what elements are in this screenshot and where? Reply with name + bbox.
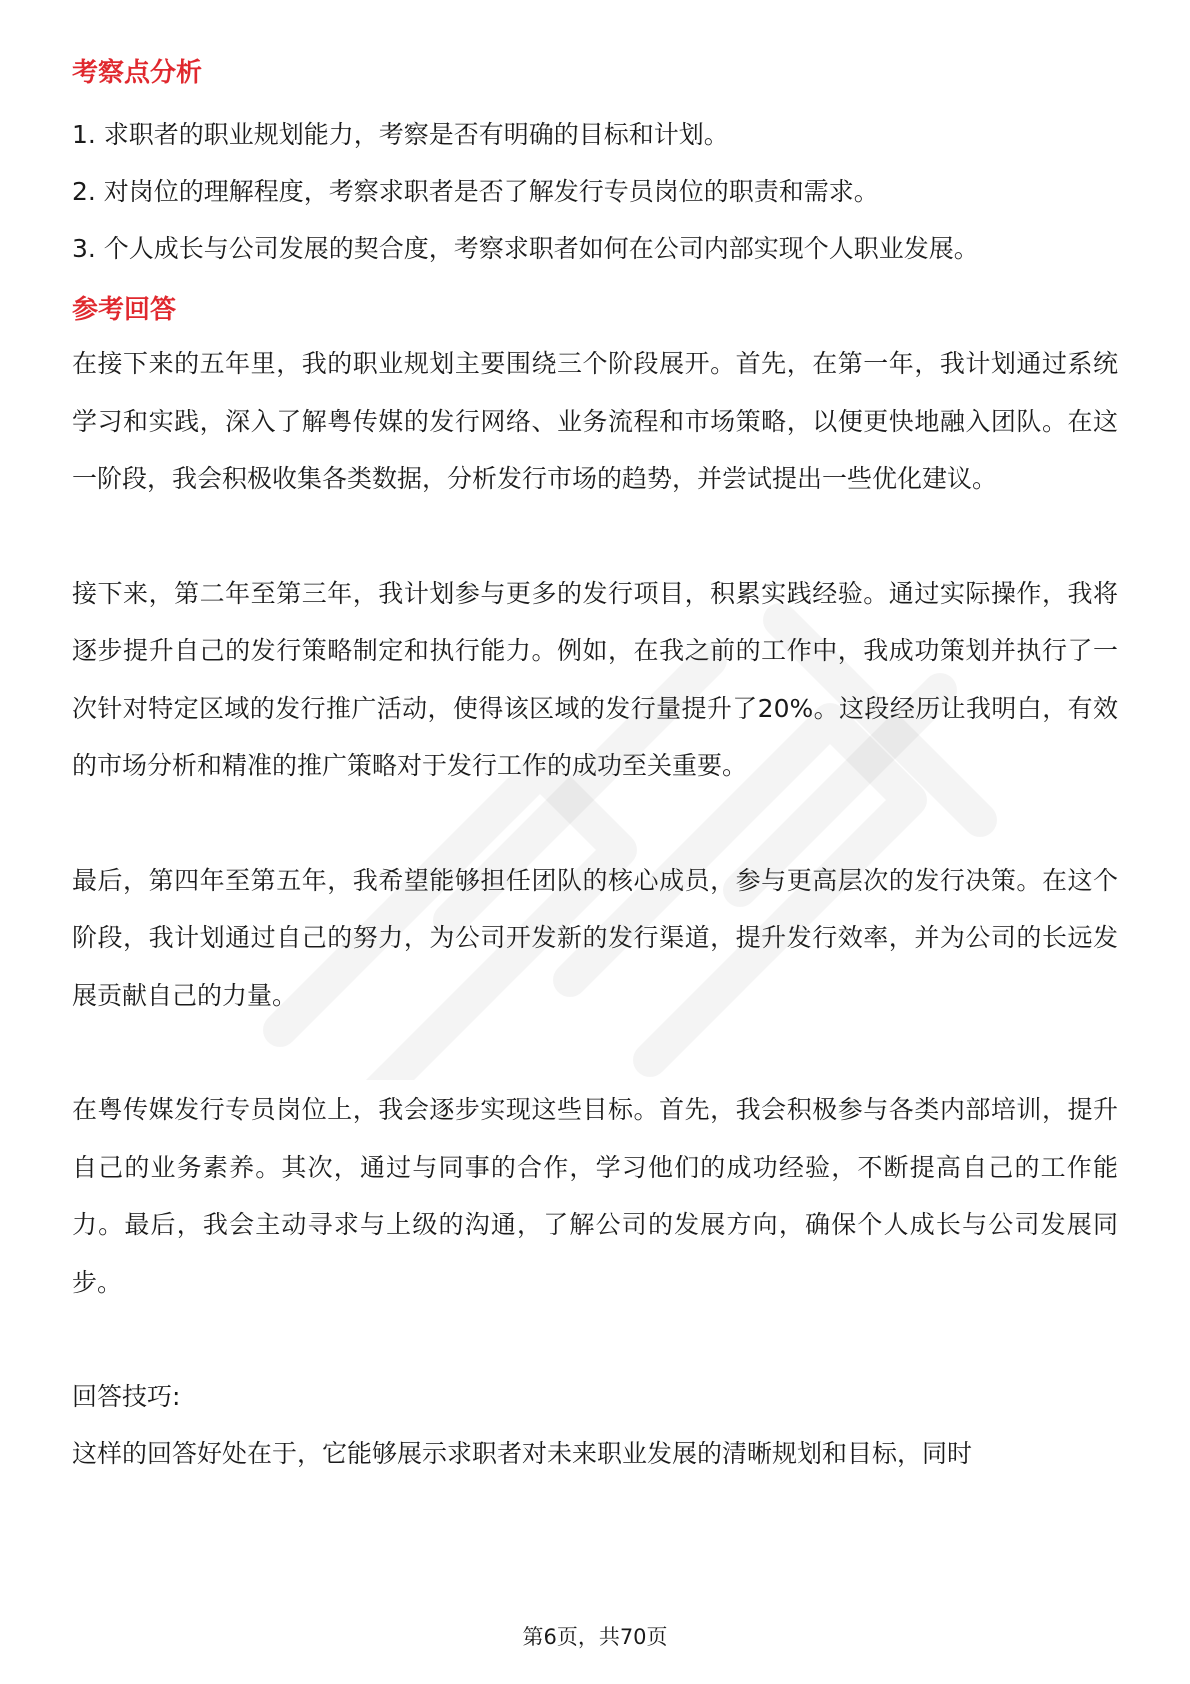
- tips-title: 回答技巧:: [72, 1382, 181, 1411]
- answer-paragraph: 在接下来的五年里，我的职业规划主要围绕三个阶段展开。首先，在第一年，我计划通过系统学习和实践，深入了解粤传媒的发行网络、业务流程和市场策略，以便更快地融入团队。在这一阶段，我会积极收集各类数据，分析发行市场的趋势，并尝试提出一些优化建议。: [72, 349, 1118, 493]
- answer-paragraph: 最后，第四年至第五年，我希望能够担任团队的核心成员，参与更高层次的发行决策。在这个阶段，我计划通过自己的努力，为公司开发新的发行渠道，提升发行效率，并为公司的长远发展贡献自己的力量。: [72, 865, 1118, 1010]
- page-number: 第6页，共70页: [522, 1625, 668, 1649]
- list-item: 2. 对岗位的理解程度，考察求职者是否了解发行专员岗位的职责和需求。: [72, 177, 879, 206]
- section-title-analysis: 考察点分析: [72, 58, 203, 88]
- answer-paragraph: 在粤传媒发行专员岗位上，我会逐步实现这些目标。首先，我会积极参与各类内部培训，提升自己的业务素养。其次，通过与同事的合作，学习他们的成功经验，不断提高自己的工作能力。最后，我会主动寻求与上级的沟通，了解公司的发展方向，确保个人成长与公司发展同步。: [72, 1095, 1118, 1297]
- list-item: 1. 求职者的职业规划能力，考察是否有明确的目标和计划。: [72, 120, 729, 149]
- section-title-reference-answer: 参考回答: [72, 295, 177, 325]
- page-content: [72, 48, 1118, 1483]
- list-item: 3. 个人成长与公司发展的契合度，考察求职者如何在公司内部实现个人职业发展。: [72, 234, 979, 263]
- answer-paragraph: 接下来，第二年至第三年，我计划参与更多的发行项目，积累实践经验。通过实际操作，我将逐步提升自己的发行策略制定和执行能力。例如，在我之前的工作中，我成功策划并执行了一次针对特定区域的发行推广活动，使得该区域的发行量提升了20%。这段经历让我明白，有效的市场分析和精准的推广策略对于发行工作的成功至关重要。: [72, 578, 1118, 780]
- tips-text: 这样的回答好处在于，它能够展示求职者对未来职业发展的清晰规划和目标，同时: [72, 1439, 973, 1468]
